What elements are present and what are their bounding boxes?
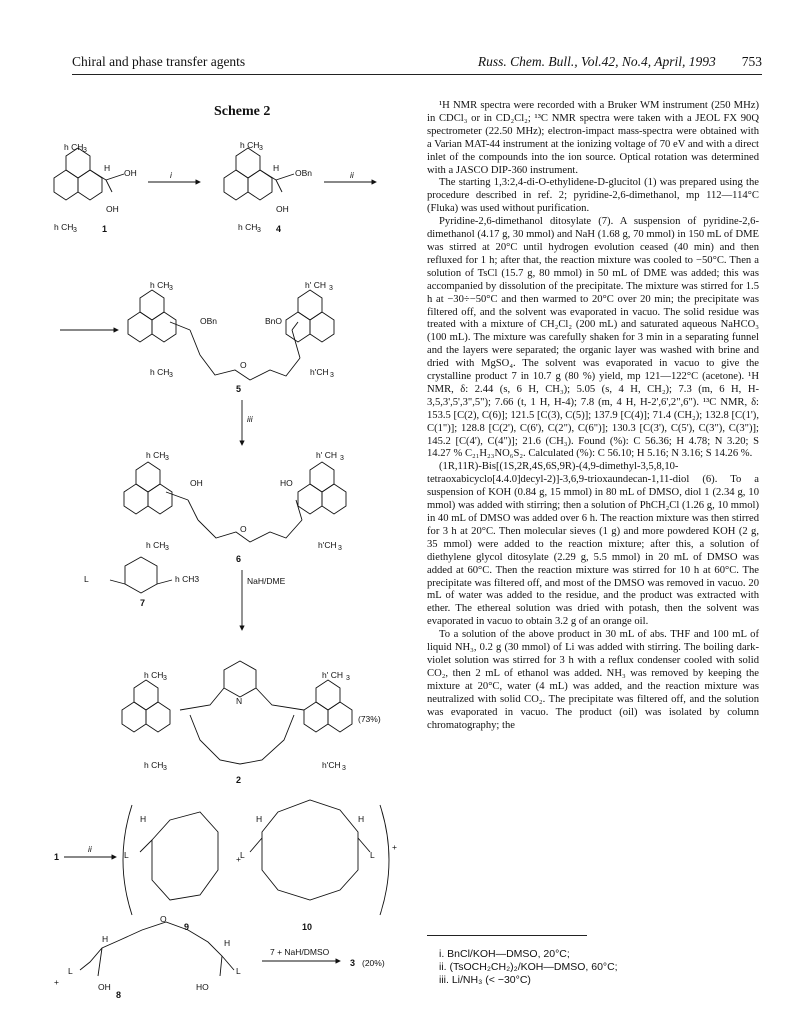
compound-7-label: 7 <box>140 598 146 608</box>
svg-text:OBn: OBn <box>200 316 218 326</box>
header-title: Chiral and phase transfer agents <box>72 54 246 69</box>
compound-8-structure <box>68 914 241 1000</box>
reaction-scheme <box>40 100 415 1000</box>
svg-text:3: 3 <box>259 145 263 152</box>
scheme-footnotes <box>427 935 757 987</box>
svg-text:H: H <box>358 814 365 824</box>
compound-6-label: 6 <box>236 554 242 564</box>
svg-text:h'CH: h'CH <box>318 540 337 550</box>
footnote-ii: ii. (TsOCH₂CH₂)₂/KOH—DMSO, 60°C; <box>439 961 618 973</box>
svg-text:O: O <box>160 914 167 924</box>
svg-text:+: + <box>392 842 397 852</box>
svg-text:L: L <box>370 850 375 860</box>
svg-text:OBn: OBn <box>295 168 313 178</box>
svg-text:3: 3 <box>329 285 333 292</box>
svg-text:L: L <box>240 850 245 860</box>
paragraph-reduction: To a solution of the above product in 30 mL of abs. THF and 100 mL of liquid NH₃, 0.2 g (30 mmol) of Li was added with stirring. The boiling dark-violet solution was stirred for 3 h with a reflux condenser cooled with solid CO₂, then 2 mL of ethanol was added. NH₃ was removed by keeping the mixture at 20°C, water (4 mL) was added, and the reaction mixture was neutralized with solid CO₂. The precipitate was filtered off, and the solution was evaporated in vacuo. The product (oil) was isolated by column chromatography; the <box>427 629 759 731</box>
svg-text:3: 3 <box>342 765 346 772</box>
compound-10-structure <box>240 800 375 932</box>
svg-text:H: H <box>273 163 280 173</box>
compound-5-structure <box>128 280 334 394</box>
paragraph-instruments: ¹H NMR spectra were recorded with a Bruker WM instrument (250 MHz) in CDCl₃ or in CD₂Cl₂; ¹³C NMR spectra were taken with a JEOL FX 90Q spectrometer (22.50 MHz); electron-impact mass-spectra were obtained with a Varian MAT-44 instrument at the ionizing voltage of 70 eV and with a direct inlet of the compounds into the ion source. Optical rotation was determined with a JASCO DIP-360 instrument. <box>427 100 759 176</box>
footnote-iii: iii. Li/NH₃ (< −30°C) <box>439 974 531 986</box>
svg-text:3: 3 <box>257 227 261 234</box>
svg-text:3: 3 <box>330 372 334 379</box>
svg-text:3: 3 <box>169 285 173 292</box>
journal-citation: Russ. Chem. Bull., Vol.42, No.4, April, 1993 <box>477 54 716 69</box>
page-number: 753 <box>741 54 762 69</box>
svg-text:h' CH: h' CH <box>316 450 337 460</box>
svg-text:h CH: h CH <box>146 450 166 460</box>
compound-6-structure <box>124 450 346 564</box>
yield-compound-2: (73%) <box>358 714 381 724</box>
step-ii-label: ii <box>350 170 354 180</box>
svg-text:HO: HO <box>196 982 209 992</box>
svg-text:H: H <box>102 934 109 944</box>
svg-text:h' CH: h' CH <box>322 670 343 680</box>
svg-text:L: L <box>124 850 129 860</box>
svg-text:OH: OH <box>106 204 119 214</box>
scheme-drawing <box>40 100 415 1000</box>
svg-text:3: 3 <box>169 372 173 379</box>
svg-text:h CH: h CH <box>64 142 84 152</box>
svg-text:3: 3 <box>83 147 87 154</box>
svg-text:O: O <box>240 360 247 370</box>
svg-text:3: 3 <box>346 675 350 682</box>
scheme-title: Scheme 2 <box>214 104 271 119</box>
paragraph-compound-6: (1R,11R)-Bis[(1S,2R,4S,6S,9R)-(4,9-dimethyl-3,5,8,10-tetraoxabicyclo[4.4.0]decyl-2)]-3,6,9-trioxaundecan-1,11-diol (6). To a suspension of KOH (0.84 g, 15 mmol) in 80 mL of DMSO, diol 1 (2.34 g, 10 mmol) was added with stirring; then a solution of PhCH₂Cl (1.26 g, 10 mmol) in 40 mL of DMSO was added over 6 h. The reaction mixture was then stirred for 3 h at 20°C. Then molecular sieves (1 g) and more powdered KOH (2 g, 35 mmol) were added to the reaction mixture; after this, a solution of diethylene glycol ditosylate (2.29 g, 5.5 mmol) in 20 mL of DMSO was added at 60°C. Then the reaction mixture was stirred for 10 h at 60°C. The precipitate was filtered off, and most of the DMSO was removed in vacuo. 20 mL of water was added to the residue, and the product was extracted with ether. The ethereal solution was dried with potash, then the solvent was evaporated in vacuo to obtain 3.2 g of an orange oil. <box>427 461 759 628</box>
svg-text:h CH: h CH <box>54 222 74 232</box>
svg-text:ii: ii <box>88 844 92 854</box>
svg-text:h CH: h CH <box>144 670 164 680</box>
svg-text:H: H <box>224 938 231 948</box>
svg-text:OH: OH <box>190 478 203 488</box>
svg-text:h'CH: h'CH <box>310 367 329 377</box>
compound-9-label: 9 <box>184 922 190 932</box>
compound-1-structure <box>54 142 137 234</box>
ts-group-right: h CH3 <box>175 574 200 584</box>
nah-dme-reagent: NaH/DME <box>247 576 286 586</box>
paragraph-starting-materials: The starting 1,3:2,4-di-O-ethylidene-D-glucitol (1) was prepared using the procedure described in ref. 2; pyridine-2,6-dimethanol, mp 112—114°C (Fluka) was used without purification. <box>427 177 759 215</box>
svg-text:1: 1 <box>54 852 60 862</box>
compound-4-label: 4 <box>276 224 282 234</box>
paragraph-compound-7: Pyridine-2,6-dimethanol ditosylate (7). A suspension of pyridine-2,6-dimethanol (4.17 g, 30 mmol) and NaH (1.68 g, 70 mmol) in 150 mL of DME was stirred at 20°C until hydrogen evolution ceased (40 min) and then refluxed for 1 h; after that, the reaction mixture was cooled to −50°C. Then a solution of TsCl (15.7 g, 80 mmol) in 50 mL of DME was added; this was accompanied by dissolution of the precipitate. The mixture was stirred for 1.5 h at −30÷−50°C and then warmed to 20°C over 20 min; the precipitate was filtered off, and the solvent was evaporated in vacuo. The solid residue was treated with a mixture of CH₂Cl₂ (200 mL) and saturated aqueous NaHCO₃ (100 mL). The mixture was carefully shaken for 3 min in a separating funnel and the layers were separated; the organic layer was washed with brine and dried with MgSO₄. The solvent was evaporated in vacuo to give the crystalline product 7 in 10.7 g (80 %) yield, mp 121—122°C (acetone). ¹H NMR, δ: 2.44 (s, 6 H, CH₃); 5.05 (s, 4 H, CH₂); 7.3 (m, 6 H, H-3,5,3',5',3",5"); 7.66 (t, 1 H, H-4); 7.8 (m, 4 H, H-2',6',2",6"). ¹³C NMR, δ: 153.5 [C(2), C(6)]; 121.5 [C(3), C(5)]; 137.9 [C(4)]; 71.4 (CH₂); 132.8 [C(1'), C(1")]; 128.8 [C(2'), C(6'), C(2"), C(6")]; 130.3 [C(3'), C(5'), C(3"), C(3")]; 145.2 [C(4'), C(4")]; 21.6 (CH₃). Found (%): C 56.36; H 4.78; N 3.20; S 14.27 % C₂₁H₂₃NO₆S₂. Calculated (%): C 56.10; H 5.16; N 3.16; S 14.26 %. <box>427 216 759 460</box>
compound-7-structure <box>84 557 199 608</box>
svg-text:H: H <box>140 814 147 824</box>
nah-dmso-reagent: 7 + NaH/DMSO <box>270 947 330 957</box>
compound-5-label: 5 <box>236 384 242 394</box>
svg-text:H: H <box>256 814 263 824</box>
svg-text:h CH: h CH <box>150 367 170 377</box>
footnote-rule <box>427 935 587 936</box>
svg-text:+: + <box>54 977 59 987</box>
svg-text:h CH: h CH <box>146 540 166 550</box>
body-text-column <box>427 100 759 732</box>
footnote-i: i. BnCl/KOH—DMSO, 20°C; <box>439 948 570 960</box>
svg-text:BnO: BnO <box>265 316 283 326</box>
svg-text:L: L <box>236 966 241 976</box>
step-iii-label: iii <box>247 414 253 424</box>
svg-text:h CH: h CH <box>238 222 258 232</box>
svg-text:N: N <box>236 696 243 706</box>
yield-compound-3: (20%) <box>362 958 385 968</box>
compound-2-structure <box>122 661 381 785</box>
compound-3-label: 3 <box>350 958 356 968</box>
svg-text:h CH: h CH <box>150 280 170 290</box>
svg-text:HO: HO <box>280 478 293 488</box>
svg-text:H: H <box>104 163 111 173</box>
compound-8-label: 8 <box>116 990 122 1000</box>
svg-text:3: 3 <box>340 455 344 462</box>
ts-group-left: L <box>84 574 89 584</box>
header-journal-info <box>478 54 762 70</box>
step-i-label: i <box>170 170 172 180</box>
svg-text:3: 3 <box>163 675 167 682</box>
compound-1-label: 1 <box>102 224 108 234</box>
svg-text:h' CH: h' CH <box>305 280 326 290</box>
svg-text:OH: OH <box>98 982 111 992</box>
svg-text:3: 3 <box>165 545 169 552</box>
compound-2-label: 2 <box>236 775 242 785</box>
svg-text:3: 3 <box>165 455 169 462</box>
svg-text:h CH: h CH <box>240 140 260 150</box>
svg-text:L: L <box>68 966 73 976</box>
running-header <box>72 54 762 75</box>
svg-text:h CH: h CH <box>144 760 164 770</box>
svg-text:3: 3 <box>163 765 167 772</box>
svg-text:h'CH: h'CH <box>322 760 341 770</box>
svg-text:OH: OH <box>124 168 137 178</box>
svg-text:O: O <box>240 524 247 534</box>
svg-text:3: 3 <box>338 545 342 552</box>
compound-10-label: 10 <box>302 922 313 932</box>
compound-4-structure <box>224 140 312 234</box>
svg-text:3: 3 <box>73 227 77 234</box>
svg-text:+: + <box>236 854 241 864</box>
compound-9-structure <box>124 812 218 932</box>
svg-text:OH: OH <box>276 204 289 214</box>
